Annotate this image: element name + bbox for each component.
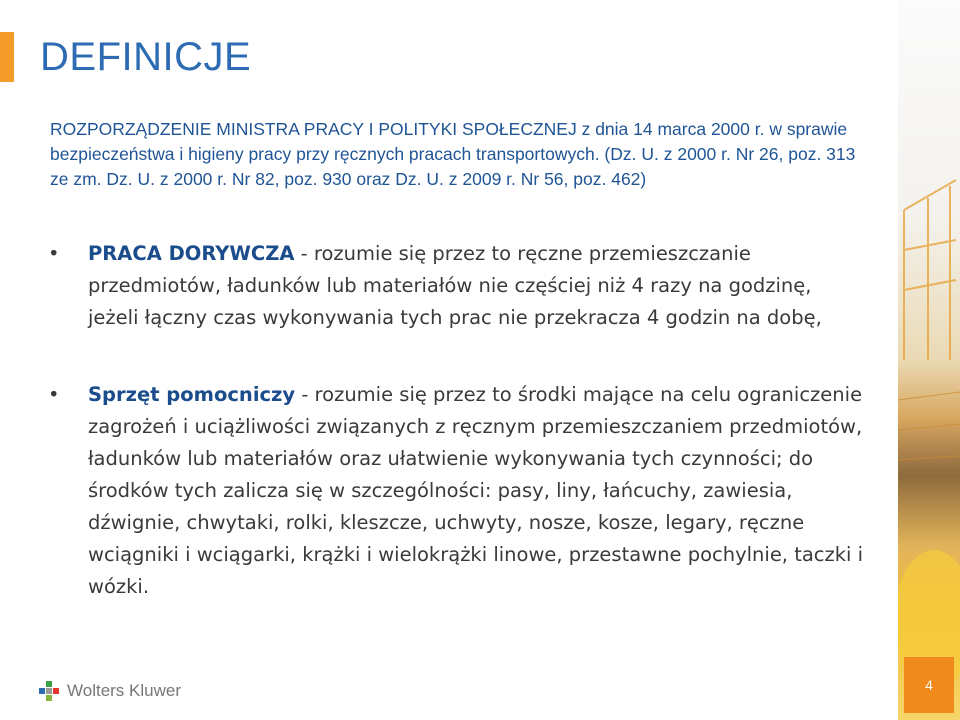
regulation-citation: ROZPORZĄDZENIE MINISTRA PRACY I POLITYKI SPOŁECZNEJ z dnia 14 marca 2000 r. w sprawie bezpieczeństwa i higieny pracy przy ręcznych pracach transportowych. (Dz. U. z 2000 r. Nr 26, poz. 313 ze zm. Dz. U. z 2000 r. Nr 82, poz. 930 oraz Dz. U. z 2009 r. Nr 56, poz. 462) bbox=[50, 119, 856, 189]
definitions-list bbox=[44, 238, 864, 603]
page-number: 4 bbox=[925, 677, 933, 693]
construction-photo-strip bbox=[898, 0, 960, 720]
wolters-kluwer-logo bbox=[38, 680, 181, 702]
wolters-kluwer-logo-icon bbox=[38, 680, 60, 702]
definition-item-praca-dorywcza bbox=[44, 238, 864, 334]
definition-text: - rozumie się przez to środki mające na celu ograniczenie zagrożeń i uciążliwości związanych z ręcznym przemieszczaniem przedmiotów, ładunków lub materiałów oraz ułatwienie wykonywania tych czynności; do środków tych zalicza się w szczególności: pasy, liny, łańcuchy, zawiesia, dźwignie, chwytaki, rolki, kleszcze, uchwyty, nosze, kosze, legary, ręczne wciągniki i wciągarki, krążki i wielokrążki linowe, przestawne pochylnie, taczki i wózki. bbox=[88, 383, 864, 598]
page-number-box bbox=[904, 657, 954, 713]
definition-item-sprzet-pomocniczy bbox=[44, 379, 864, 603]
definition-term: Sprzęt pomocniczy bbox=[88, 383, 296, 406]
definition-term: PRACA DORYWCZA bbox=[88, 242, 295, 265]
slide-title: DEFINICJE bbox=[40, 35, 252, 79]
bullet-icon: • bbox=[48, 242, 60, 265]
title-accent-bar bbox=[0, 32, 14, 82]
definition-text: - rozumie się przez to ręczne przemieszczanie przedmiotów, ładunków lub materiałów nie częściej niż 4 razy na godzinę, jeżeli łączny czas wykonywania tych prac nie przekracza 4 godzin na dobę, bbox=[88, 242, 822, 329]
logo-text: Wolters Kluwer bbox=[67, 681, 181, 700]
bullet-icon: • bbox=[48, 383, 60, 406]
